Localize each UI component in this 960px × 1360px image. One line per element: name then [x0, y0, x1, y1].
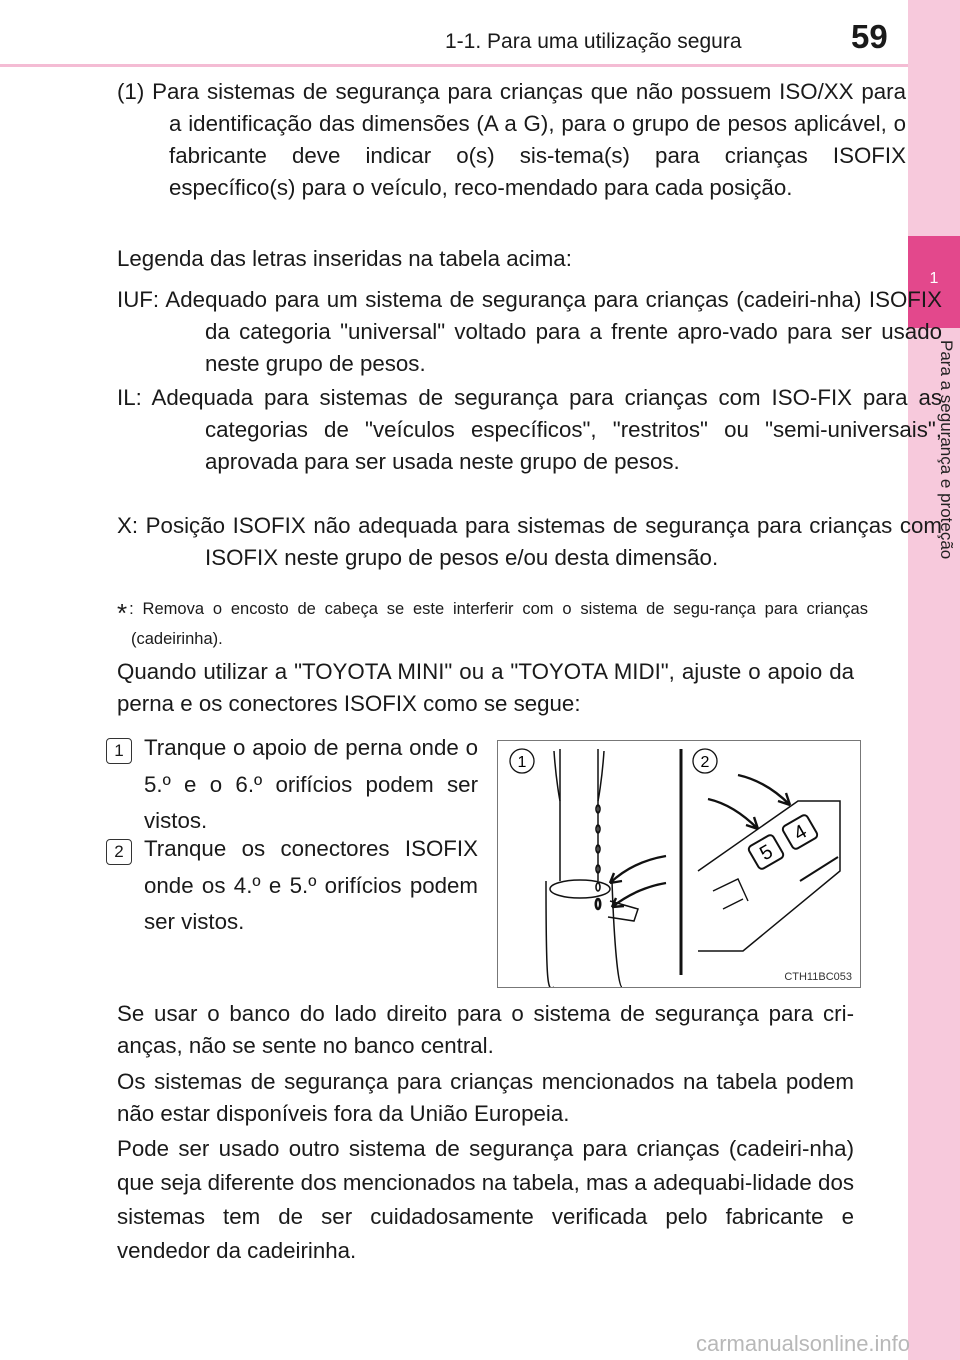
header-divider — [0, 64, 908, 67]
step-1-badge: 1 — [106, 738, 132, 764]
side-tab-strip — [908, 0, 960, 1360]
callout-1-label: 1 — [517, 754, 527, 771]
page-number: 59 — [851, 18, 888, 55]
eu-availability-paragraph: Os sistemas de segurança para crianças mencionados na tabela podem não estar disponíveis fora da União Europeia. — [117, 1069, 854, 1126]
toyota-mini-midi-paragraph: Quando utilizar a "TOYOTA MINI" ou a "TOYOTA MIDI", ajuste o apoio da perna e os conectores ISOFIX como se segue: — [117, 659, 854, 716]
footnote-1-paragraph: (1) Para sistemas de segurança para crianças que não possuem ISO/XX para a identificação das dimensões (A a G), para o grupo de pesos aplicável, o fabricante deve indicar o(s) sis-tema(s) para crianças ISOFIX específico(s) para o veículo, reco-mendado para cada posição. — [117, 79, 906, 200]
callout-2-label: 2 — [700, 754, 710, 771]
section-header: 1-1. Para uma utilização segura — [445, 30, 742, 53]
leg-collar — [550, 880, 610, 898]
isofix-slots — [713, 879, 748, 909]
isofix-connector-body — [698, 801, 840, 951]
figure-code: CTH11BC053 — [784, 971, 852, 983]
arrow-isofix-5 — [708, 799, 758, 829]
leg-base — [546, 881, 622, 987]
watermark: carmanualsonline.info — [696, 1331, 911, 1356]
step-2-text: Tranque os conectores ISOFIX onde os 4.º e 5.º orifícios podem ser vistos. — [144, 836, 478, 934]
other-systems-paragraph: Pode ser usado outro sistema de segurança para crianças (cadeiri-nha) que seja diferente dos mencionados na tabela, mas a adequabi-lidade dos sistemas tem de ser cuidadosamente verificada pelo fabricante e vendedor da cadeirinha. — [117, 1136, 854, 1263]
legend-title: Legenda das letras inseridas na tabela acima: — [117, 246, 572, 271]
arrow-leg-upper — [610, 856, 666, 883]
hole-5-label: 5 — [756, 840, 777, 866]
legend-x: X: Posição ISOFIX não adequada para sistemas de segurança para crianças com ISOFIX neste grupo de pesos e/ou desta dimensão. — [117, 513, 942, 570]
chapter-number: 1 — [929, 270, 939, 287]
note-text: : Remova o encosto de cabeça se este interferir com o sistema de segu-rança para crianças (cadeirinha). — [129, 600, 868, 648]
leg-support-pole — [560, 749, 598, 881]
step-2-badge: 2 — [106, 839, 132, 865]
chapter-title: Para a segurança e proteção — [937, 340, 956, 560]
step-1-text: Tranque o apoio de perna onde o 5.º e o 6.º orifícios podem ser vistos. — [144, 735, 478, 833]
legend-il: IL: Adequada para sistemas de segurança para crianças com ISO-FIX para as categorias de "veículos específicos", "restritos" ou "semi-universais", aprovada para ser usada neste grupo de pesos. — [117, 385, 942, 474]
isofix-illustration — [497, 740, 861, 988]
headrest-note — [117, 596, 868, 652]
leg-support-top — [554, 751, 604, 801]
legend-iuf: IUF: Adequado para um sistema de segurança para crianças (cadeiri-nha) ISOFIX da categoria "universal" voltado para a frente apro-vado para ser usado neste grupo de pesos. — [117, 287, 942, 376]
hole-4-label: 4 — [790, 820, 811, 846]
isofix-drawing — [498, 741, 860, 987]
note-asterisk: * — [117, 598, 128, 628]
right-seat-paragraph: Se usar o banco do lado direito para o sistema de segurança para cri-anças, não se sente no banco central. — [117, 1001, 854, 1058]
arrow-isofix-4 — [738, 775, 790, 805]
